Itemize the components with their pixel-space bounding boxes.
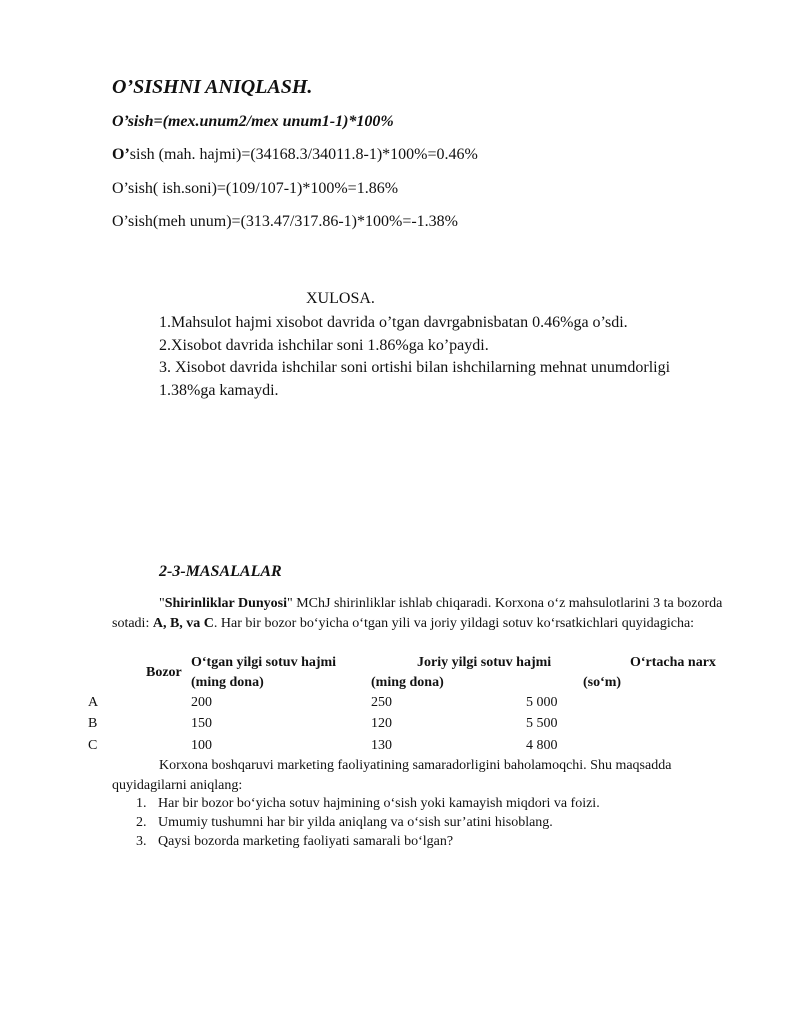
table-header-curr-unit: (ming dona) bbox=[371, 675, 444, 690]
intro-text-end: . Har bir bozor bo‘yicha o‘tgan yili va joriy yildagi sotuv ko‘rsatkichlari quyidagicha: bbox=[213, 616, 695, 631]
table-header-market: Bozor bbox=[146, 665, 182, 680]
table-header-avg-price: O‘rtacha narx bbox=[630, 655, 716, 670]
company-name: Shirinliklar Dunyosi bbox=[164, 596, 288, 611]
table-header-curr-volume: Joriy yilgi sotuv hajmi bbox=[417, 655, 552, 670]
growth-formula: O’sish=(mex.unum2/mex unum1-1)*100% bbox=[112, 113, 394, 130]
calc-production-volume bbox=[112, 146, 478, 164]
table-cell-curr: 250 bbox=[371, 695, 392, 710]
table-cell-market: B bbox=[88, 716, 98, 731]
conclusion-item: 3. Xisobot davrida ishchilar soni ortishi bilan ishchilarning mehnat unumdorligi bbox=[159, 359, 671, 376]
table-cell-prev: 150 bbox=[191, 716, 212, 731]
page-title: O’SISHNI ANIQLASH. bbox=[112, 76, 313, 98]
calc-bold-prefix: O’ bbox=[112, 146, 130, 163]
task-item bbox=[136, 815, 553, 831]
conclusion-title: XULOSA. bbox=[306, 290, 375, 307]
table-header-prev-unit: (ming dona) bbox=[191, 675, 264, 690]
intro-quote: " bbox=[159, 596, 165, 611]
calc-labor-productivity: O’sish(meh unum)=(313.47/317.86-1)*100%=-1.38% bbox=[112, 213, 459, 230]
task-number: 1. bbox=[136, 796, 147, 811]
table-cell-price: 4 800 bbox=[526, 738, 558, 753]
table-cell-market: C bbox=[88, 738, 98, 753]
task-text: Har bir bozor bo‘yicha sotuv hajmining o‘sish yoki kamayish miqdori va foizi. bbox=[158, 796, 600, 811]
task-text: Qaysi bozorda marketing faoliyati samarali bo‘lgan? bbox=[158, 834, 454, 849]
table-cell-price: 5 500 bbox=[526, 716, 558, 731]
table-cell-prev: 200 bbox=[191, 695, 212, 710]
intro-text: " MChJ shirinliklar ishlab chiqaradi. Korxona o‘z mahsulotlarini 3 ta bozorda sotadi: bbox=[112, 596, 723, 631]
conclusion-item: 1.Mahsulot hajmi xisobot davrida o’tgan davrgabnisbatan 0.46%ga o’sdi. bbox=[159, 314, 628, 331]
task-text: Umumiy tushumni har bir yilda aniqlang va o‘sish sur’atini hisoblang. bbox=[158, 815, 553, 830]
table-cell-curr: 130 bbox=[371, 738, 392, 753]
task-number: 3. bbox=[136, 834, 147, 849]
table-header-prev-volume: O‘tgan yilgi sotuv hajmi bbox=[191, 655, 337, 670]
table-cell-price: 5 000 bbox=[526, 695, 558, 710]
task-item bbox=[136, 796, 600, 812]
table-cell-curr: 120 bbox=[371, 716, 392, 731]
calc-text: sish (mah. hajmi)=(34168.3/34011.8-1)*100%=0.46% bbox=[129, 146, 478, 163]
calc-worker-count: O’sish( ish.soni)=(109/107-1)*100%=1.86% bbox=[112, 180, 399, 197]
table-cell-market: A bbox=[88, 695, 99, 710]
section-title: 2-3-MASALALAR bbox=[159, 563, 282, 580]
task-item bbox=[136, 834, 453, 850]
problem-outro: Korxona boshqaruvi marketing faoliyatining samaradorligini baholamoqchi. Shu maqsadda quyidagilarni aniqlang: bbox=[112, 758, 672, 793]
problem-intro bbox=[112, 594, 742, 634]
table-cell-prev: 100 bbox=[191, 738, 212, 753]
table-header-price-unit: (so‘m) bbox=[583, 675, 622, 690]
task-number: 2. bbox=[136, 815, 147, 830]
conclusion-item-continued: 1.38%ga kamaydi. bbox=[159, 382, 279, 399]
conclusion-item: 2.Xisobot davrida ishchilar soni 1.86%ga ko’paydi. bbox=[159, 337, 489, 354]
market-list: A, B, va C bbox=[152, 616, 214, 631]
